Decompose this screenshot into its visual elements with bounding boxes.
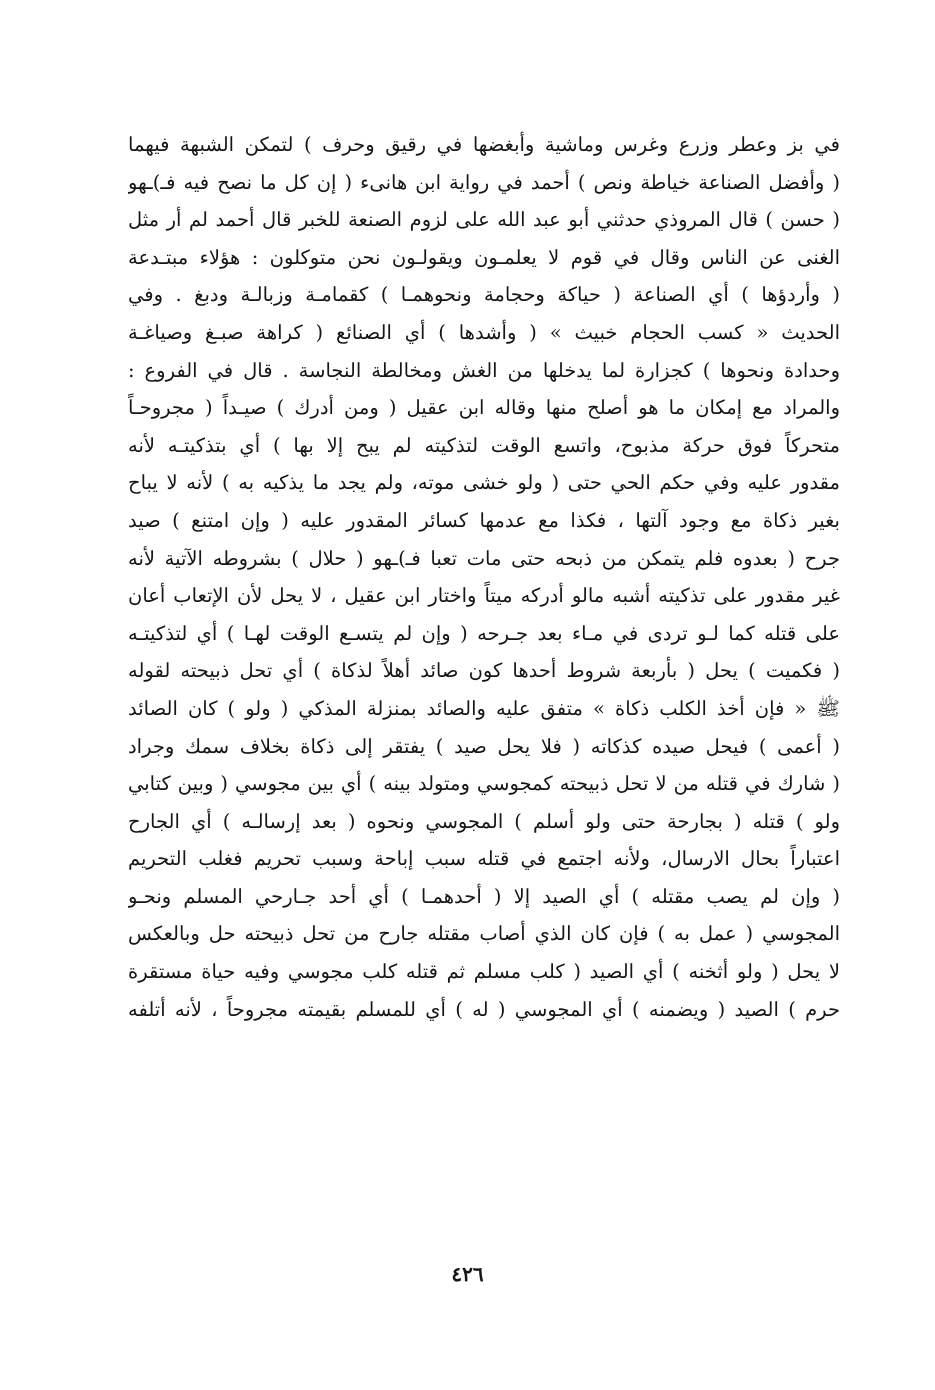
text-line: في بز وعطر وزرع وغرس وماشية وأبغضها في رقيق وحرف ) لتمكن الشبهة فيهما <box>128 133 840 156</box>
text-line: مقدور عليه وفي حكم الحي حتى ( ولو خشى موته، ولم يجد ما يذكيه به ) لأنه لا يباح <box>128 471 840 495</box>
text-line: اعتباراً بحال الارسال، ولأنه اجتمع في قتله سبب إباحة وسبب تحريم فغلب التحريم <box>128 847 840 871</box>
text-line: ( حسن ) قال المروذي حدثني أبو عبد الله على لزوم الصنعة للخبر قال أحمد لم أر مثل <box>128 208 840 232</box>
text-line: ( أعمى ) فيحل صيده كذكاته ( فلا يحل صيد ) يفتقر إلى ذكاة بخلاف سمك وجراد <box>128 734 840 758</box>
text-line: جرح ( بعدوه فلم يتمكن من ذبحه حتى مات تعبا فـ)ـهو ( حلال ) بشروطه الآتية لأنه <box>128 546 840 570</box>
text-line: وحدادة ونحوها ) كجزارة لما يدخلها من الغش ومخالطة النجاسة . قال في الفروع : <box>128 358 840 382</box>
text-line: ( وإن لم يصب مقتله ) أي الصيد إلا ( أحدهمـا ) أي أحد جـارحي المسلم ونحـو <box>128 884 840 908</box>
text-line: غير مقدور على تذكيته أشبه مالو أدركه ميتاً واختار ابن عقيل ، لا يحل لأن الإتعاب أعان <box>128 584 840 608</box>
text-line: الغنى عن الناس وقال في قوم لا يعلمـون ويقولـون نحن متوكلون : هؤلاء مبتـدعة <box>128 245 840 269</box>
text-line: ( شارك في قتله من لا تحل ذبيحته كمجوسي ومتولد بينه ) أي بين مجوسي ( وبين كتابي <box>128 772 840 796</box>
text-line: ولو ) قتله ( بجارحة حتى ولو أسلم ) المجوسي ونحوه ( بعد إرسالـه ) أي الجارح <box>128 809 840 833</box>
text-line: ( فكميت ) يحل ( بأربعة شروط أحدها كون صائد أهلاً لذكاة ) أي تحل ذبيحته لقوله <box>128 659 840 683</box>
text-line: متحركاً فوق حركة مذبوح، واتسع الوقت لتذكيته لم يبح إلا بها ) أي بتذكيتـه لأنه <box>128 433 840 457</box>
text-line: ( وأفضل الصناعة خياطة ونص ) أحمد في رواية ابن هانىء ( إن كل ما نصح فيه فـ)ـهو <box>128 170 840 194</box>
body-text <box>128 126 840 1028</box>
text-line: على قتله كما لـو تردى في مـاء بعد جـرحه ( وإن لم يتسـع الوقت لهـا ) أي لتذكيتـه <box>128 621 840 645</box>
text-line: بغير ذكاة مع وجود آلتها ، فكذا مع عدمها كسائر المقدور عليه ( وإن امتنع ) صيد <box>128 508 840 532</box>
page-number: ٤٢٦ <box>451 1262 484 1286</box>
text-line: لا يحل ( ولو أثخنه ) أي الصيد ( كلب مسلم ثم قتله كلب مجوسي وفيه حياة مستقرة <box>128 960 840 984</box>
text-line: والمراد مع إمكان ما هو أصلح منها وقاله ابن عقيل ( ومن أدرك ) صيـداً ( مجروحـاً <box>128 396 840 420</box>
text-line: المجوسي ( عمل به ) فإن كان الذي أصاب مقتله جارح من تحل ذبيحته حل وبالعكس <box>128 922 840 946</box>
text-line: الحديث « كسب الحجام خبيث » ( وأشدها ) أي الصنائع ( كراهة صبـغ وصياغـة <box>128 320 840 344</box>
text-line: ( وأردؤها ) أي الصناعة ( حياكة وحجامة ونحوهمـا ) كقمامـة وزبالـة ودبغ . وفي <box>128 283 840 307</box>
text-line: حرم ) الصيد ( ويضمنه ) أي المجوسي ( له ) أي للمسلم بقيمته مجروحاً ، لأنه أتلفه <box>128 997 840 1021</box>
text-line: ﷺ « فإن أخذ الكلب ذكاة » متفق عليه والصائد بمنزلة المذكي ( ولو ) كان الصائد <box>128 696 840 720</box>
